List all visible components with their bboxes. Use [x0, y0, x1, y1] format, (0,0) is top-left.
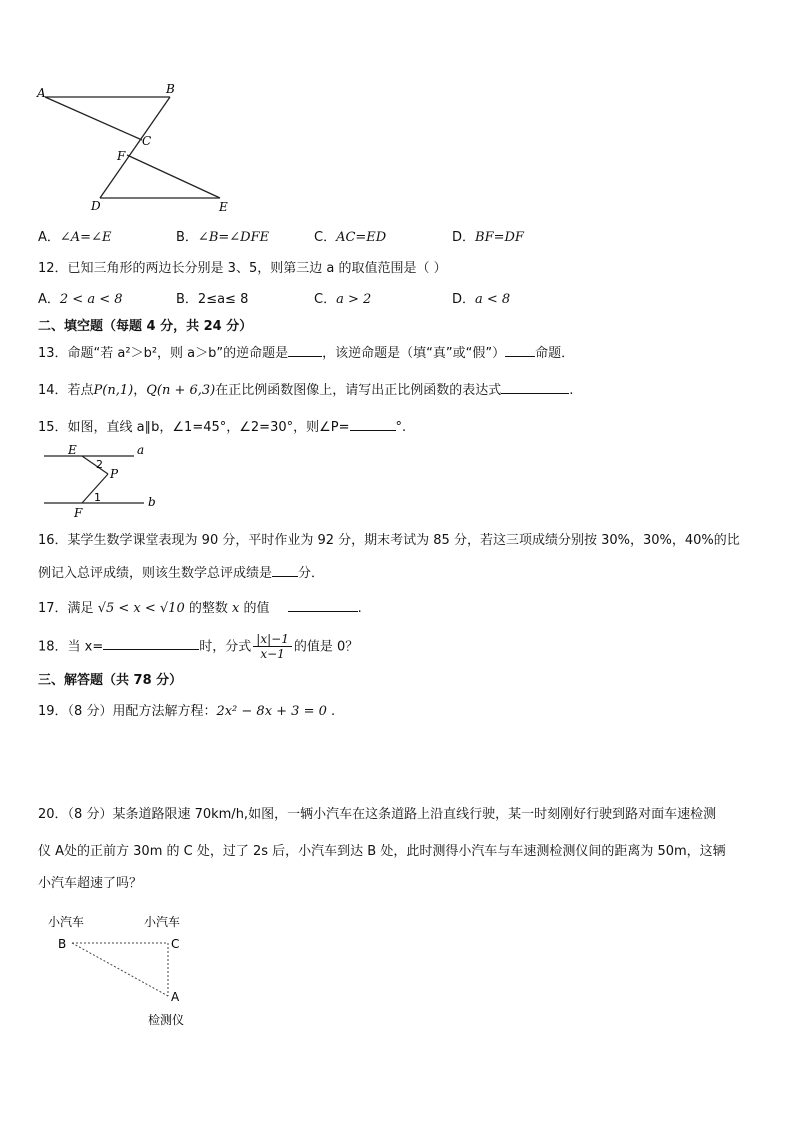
- figure-q20: [40, 910, 210, 1035]
- figure-q15: [38, 440, 168, 522]
- label-angle-2: 2: [96, 458, 103, 471]
- q16-line1: 16．某学生数学课堂表现为 90 分，平时作业为 92 分，期末考试为 85 分，若这三项成绩分别按 30%，30%，40%的比: [38, 533, 740, 548]
- q11-option-d[interactable]: D．BF=DF: [452, 230, 524, 245]
- label-car-right: 小汽车: [144, 915, 181, 929]
- q20-line3: 小汽车超速了吗？: [38, 876, 143, 891]
- segment-fe: [127, 155, 220, 198]
- q15: 15．如图，直线 a∥b，∠1=45°，∠2=30°，则∠P= °.: [38, 420, 407, 435]
- q12-option-b[interactable]: B．2≤a≤ 8: [176, 292, 249, 307]
- label-car-left: 小汽车: [48, 915, 85, 929]
- q12-stem: 12．已知三角形的两边长分别是 3、5，则第三边 a 的取值范围是（ ）: [38, 261, 447, 276]
- q11-option-c[interactable]: C．AC=ED: [314, 230, 387, 245]
- q11-option-a[interactable]: A．∠A=∠E: [38, 230, 112, 245]
- q13: 13．命题“若 a²＞b²，则 a＞b”的逆命题是 ，该逆命题是（填“真”或“假”） 命题．: [38, 346, 575, 361]
- label-p: P: [110, 467, 119, 481]
- label-d: D: [91, 199, 101, 213]
- q13-blank-1[interactable]: [288, 344, 322, 357]
- label-f: F: [74, 506, 83, 520]
- segment-ep: [82, 456, 108, 474]
- label-c: C: [142, 134, 152, 148]
- label-e: E: [68, 443, 77, 457]
- section-heading-solutions: 三、解答题（共 78 分）: [38, 673, 183, 688]
- label-a: a: [137, 443, 145, 457]
- q12-option-d[interactable]: D．a < 8: [452, 292, 511, 307]
- q16-blank[interactable]: [272, 564, 298, 577]
- q20-line2: 仪 A处的正前方 30m 的 C 处，过了 2s 后，小汽车到达 B 处，此时测得小汽车与车速测检测仪间的距离为 50m，这辆: [38, 844, 726, 859]
- label-e: E: [219, 200, 228, 214]
- label-b: B: [58, 937, 67, 951]
- q17-inequality: √5 < x < √10: [97, 601, 185, 616]
- q18-fraction: $\frac{|x|-1}{x-1}$: [253, 632, 292, 662]
- q19: 19．（8 分）用配方法解方程：2x² − 8x + 3 = 0 .: [38, 704, 336, 719]
- segment-ba: [72, 943, 168, 996]
- label-b: b: [148, 495, 156, 509]
- q14-blank[interactable]: [501, 381, 569, 394]
- q17: 17．满足 √5 < x < √10 的整数 x 的值 .: [38, 601, 362, 616]
- label-detector: 检测仪: [148, 1013, 185, 1027]
- q15-blank[interactable]: [350, 418, 396, 431]
- label-a: A: [37, 86, 46, 100]
- section-heading-fill-in: 二、填空题（每题 4 分，共 24 分）: [38, 319, 253, 334]
- segment-ac: [45, 97, 142, 140]
- label-angle-1: 1: [94, 491, 101, 504]
- q11-option-b[interactable]: B．∠B=∠DFE: [176, 230, 270, 245]
- label-b: B: [166, 82, 175, 96]
- q14: 14．若点P(n,1)，Q(n + 6,3)在正比例函数图像上，请写出正比例函数的表达式 .: [38, 383, 574, 398]
- label-a: A: [171, 990, 180, 1004]
- segment-bd: [100, 97, 170, 198]
- q17-blank[interactable]: [288, 599, 358, 612]
- q16-line2: 例记入总评成绩，则该生数学总评成绩是 分．: [38, 566, 325, 581]
- label-c: C: [171, 937, 180, 951]
- figure-q11: [30, 80, 240, 215]
- label-f: F: [117, 149, 126, 163]
- q12-option-c[interactable]: C．a > 2: [314, 292, 372, 307]
- q18-blank[interactable]: [103, 637, 199, 650]
- q12-option-a[interactable]: A．2 < a < 8: [38, 292, 123, 307]
- q18: 18．当 x= 时，分式 $\frac{|x|-1}{x-1}$ 的值是 0？: [38, 632, 359, 662]
- q13-blank-2[interactable]: [505, 344, 535, 357]
- q20-line1: 20．（8 分）某条道路限速 70km/h,如图，一辆小汽车在这条道路上沿直线行驶，某一时刻刚好行驶到路对面车速检测: [38, 807, 717, 822]
